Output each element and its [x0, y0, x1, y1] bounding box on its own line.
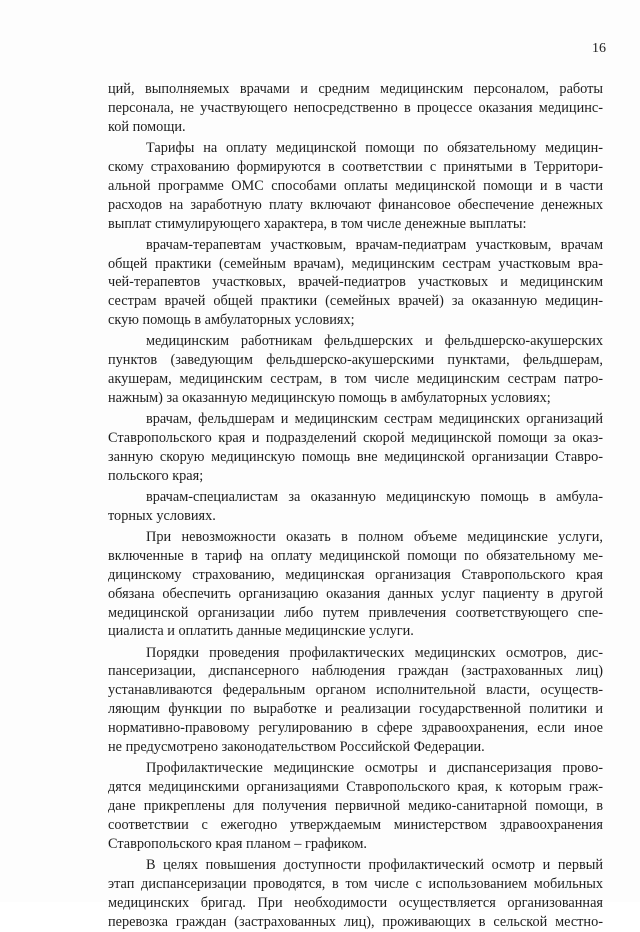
text-line: нажным) за оказанную медицинскую помощь в амбулаторных условиях;: [108, 390, 551, 406]
text-line: выплат стимулирующего характера, в том числе денежные выплаты:: [108, 215, 527, 232]
text-line: дицинскому страхованию, медицинская организация Ставропольского края: [108, 566, 603, 583]
text-line: ций, выполняемых врачами и средним медицинским персоналом, работы: [108, 81, 603, 97]
text-line: Профилактические медицинские осмотры и диспансеризация прово-: [146, 760, 603, 777]
text-line: пунктов (заведующим фельдшерско-акушерскими пунктами, фельдшерам,: [108, 352, 603, 369]
text-line: скому страхованию формируются в соответствии с принятыми в Территори-: [108, 158, 603, 175]
text-line: медицинской организации либо путем привлечения соответствующего спе-: [108, 604, 603, 621]
text-line: соответствии с ежегодно утверждаемым министерством здравоохранения: [108, 816, 603, 833]
text-line: обязана обеспечить организацию оказания данных услуг пациенту в другой: [108, 585, 603, 602]
text-line: включенные в тариф на оплату медицинской помощи по обязательному ме-: [108, 547, 603, 564]
text-line: польского края;: [108, 467, 204, 484]
text-line: дане прикреплены для получения первичной медико-санитарной помощи, в: [108, 797, 603, 814]
text-line: пансеризации, диспансерного наблюдения граждан (застрахованных лиц): [108, 663, 603, 680]
text-line: циалиста и оплатить данные медицинские услуги.: [108, 623, 414, 640]
text-line: не предусмотрено законодательством Российской Федерации.: [108, 739, 485, 755]
text-line: В целях повышения доступности профилактический осмотр и первый: [146, 856, 603, 873]
text-line: врачам-специалистам за оказанную медицинскую помощь в амбула-: [146, 488, 603, 505]
text-line: Ставропольского края планом – графиком.: [108, 835, 367, 852]
text-line: дятся медицинскими организациями Ставропольского края, к которым граж-: [108, 779, 603, 795]
text-line: общей практики (семейным врачам), медицинским сестрам участковым вра-: [108, 255, 603, 272]
text-line: расходов на заработную плату включают финансовое обеспечение денежных: [108, 196, 603, 213]
text-line: чей-терапевтов участковых, врачей-педиатров участковых и медицинским: [108, 274, 603, 291]
text-line: устанавливаются федеральным органом исполнительной власти, осуществ-: [108, 682, 603, 699]
text-line: Тарифы на оплату медицинской помощи по обязательному медицин-: [146, 139, 603, 156]
text-line: скую помощь в амбулаторных условиях;: [108, 312, 355, 329]
text-line: этап диспансеризации проводятся, в том числе с использованием мобильных: [108, 875, 603, 892]
text-line: занную скорую медицинскую помощь вне медицинской организации Ставро-: [108, 448, 603, 465]
text-line: врачам, фельдшерам и медицинским сестрам медицинских организаций: [146, 411, 603, 428]
text-line: ляющим функции по выработке и реализации государственной политики и: [108, 701, 603, 718]
text-line: кой помощи.: [108, 118, 186, 135]
text-line: перевозка граждан (застрахованных лиц), проживающих в сельской местно-: [108, 913, 603, 930]
text-line: медицинским работникам фельдшерских и фельдшерско-акушерских: [146, 333, 603, 350]
page-number: 16: [592, 41, 606, 56]
text-line: персонала, не участвующего непосредственно в процессе оказания медицинс-: [108, 99, 603, 116]
text-line: акушерам, медицинским сестрам, в том числе медицинским сестрам патро-: [108, 371, 603, 388]
text-line: Порядки проведения профилактических медицинских осмотров, дис-: [146, 644, 603, 661]
text-line: При невозможности оказать в полном объеме медицинские услуги,: [146, 528, 603, 545]
text-line: торных условиях.: [108, 507, 216, 524]
text-line: врачам-терапевтам участковым, врачам-педиатрам участковым, врачам: [146, 236, 603, 253]
text-line: нормативно-правовому регулированию в сфере здравоохранения, если иное: [108, 720, 603, 737]
text-line: Ставропольского края и подразделений скорой медицинской помощи за оказ-: [108, 430, 603, 446]
text-line: сестрам врачей общей практики (семейных врачей) за оказанную медицин-: [108, 293, 603, 310]
text-line: альной программе ОМС способами оплаты медицинской помощи и в части: [108, 177, 603, 194]
text-line: медицинских бригад. При необходимости осуществляется организованная: [108, 894, 603, 911]
